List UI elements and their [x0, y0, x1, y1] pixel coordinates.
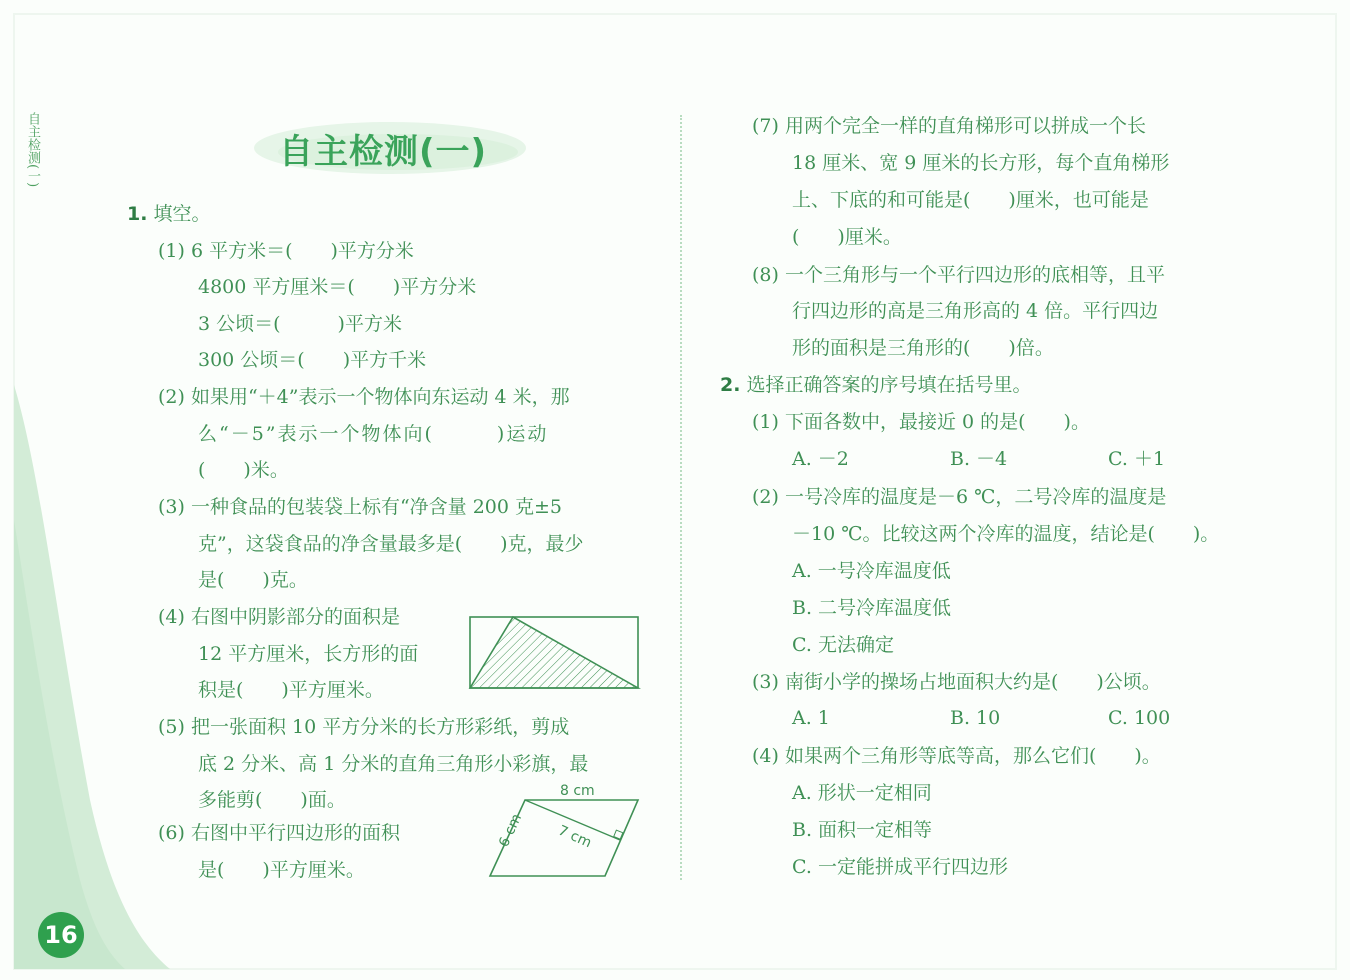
parallelogram-figure [480, 776, 648, 882]
q1-item-4-line-2: 12 平方厘米，长方形的面 [198, 643, 419, 665]
q1-item-1-line-3: 3 公顷＝( )平方米 [198, 313, 402, 335]
q1-item-7-line-4: ( )厘米。 [792, 226, 902, 248]
shaded-triangle-figure [468, 614, 642, 692]
q2-item-3-option-a: A. 1 [792, 707, 830, 729]
page-number-badge: 16 [38, 912, 84, 958]
side-section-label: 自主检测(一) [25, 112, 40, 188]
height-label: 7 cm [555, 822, 594, 852]
side-label: 6 cm [496, 811, 526, 850]
q1-item-5-line-3: 多能剪( )面。 [198, 789, 346, 811]
q2-item-1-option-a: A. －2 [792, 448, 849, 470]
q2-item-2-line-2: －10 ℃。比较这两个冷库的温度，结论是( )。 [792, 523, 1220, 545]
q2-item-4-option-b: B. 面积一定相等 [792, 819, 933, 841]
q2-item-2-option-a: A. 一号冷库温度低 [792, 560, 951, 582]
shaded-triangle [470, 617, 638, 688]
column-divider [680, 115, 684, 880]
question-text: 选择正确答案的序号填在括号里。 [746, 374, 1032, 396]
q1-item-3-line-2: 克”，这袋食品的净含量最多是( )克，最少 [198, 533, 584, 555]
q2-item-2-line-1: (2) 一号冷库的温度是－6 ℃，二号冷库的温度是 [752, 486, 1167, 508]
q1-item-2-line-1: (2) 如果用“＋4”表示一个物体向东运动 4 米，那 [158, 386, 570, 408]
q1-item-4-line-3: 积是( )平方厘米。 [198, 679, 384, 701]
q1-item-2-line-2: 么“－5”表示一个物体向( )运动 [198, 423, 549, 445]
q1-item-6-line-1: (6) 右图中平行四边形的面积 [158, 822, 400, 844]
q2-item-2-option-b: B. 二号冷库温度低 [792, 597, 952, 619]
q2-item-1: (1) 下面各数中，最接近 0 的是( )。 [752, 411, 1090, 433]
q2-item-2-option-c: C. 无法确定 [792, 634, 894, 656]
q1-item-3-line-1: (3) 一种食品的包装袋上标有“净含量 200 克±5 [158, 496, 563, 518]
question-2-heading [720, 372, 1032, 398]
q1-item-7-line-1: (7) 用两个完全一样的直角梯形可以拼成一个长 [752, 115, 1146, 137]
q2-item-3-option-b: B. 10 [950, 707, 1001, 729]
q1-item-1-line-2: 4800 平方厘米＝( )平方分米 [198, 276, 477, 298]
q1-item-5-line-1: (5) 把一张面积 10 平方分米的长方形彩纸，剪成 [158, 716, 570, 738]
q1-item-1-line-4: 300 公顷＝( )平方千米 [198, 349, 427, 371]
question-1-heading [127, 201, 211, 227]
q1-item-1-line-1: (1) 6 平方米＝( )平方分米 [158, 240, 414, 262]
q1-item-5-line-2: 底 2 分米、高 1 分米的直角三角形小彩旗，最 [198, 753, 589, 775]
q1-item-3-line-3: 是( )克。 [198, 569, 308, 591]
page-title: 自主检测(一) [278, 132, 488, 172]
title-banner [248, 118, 528, 176]
q1-item-2-line-3: ( )米。 [198, 459, 289, 481]
q1-item-8-line-3: 形的面积是三角形的( )倍。 [792, 337, 1054, 359]
q2-item-1-option-c: C. ＋1 [1108, 448, 1166, 470]
q2-item-4: (4) 如果两个三角形等底等高，那么它们( )。 [752, 745, 1161, 767]
q1-item-8-line-2: 行四边形的高是三角形高的 4 倍。平行四边 [792, 300, 1159, 322]
q1-item-7-line-2: 18 厘米、宽 9 厘米的长方形，每个直角梯形 [792, 152, 1170, 174]
question-number: 1. [127, 203, 148, 225]
q1-item-7-line-3: 上、下底的和可能是( )厘米，也可能是 [792, 189, 1149, 211]
q2-item-4-option-c: C. 一定能拼成平行四边形 [792, 856, 1008, 878]
q1-item-6-line-2: 是( )平方厘米。 [198, 859, 365, 881]
question-text: 填空。 [153, 203, 211, 225]
q2-item-3-option-c: C. 100 [1108, 707, 1171, 729]
q2-item-1-option-b: B. －4 [950, 448, 1008, 470]
q2-item-4-option-a: A. 形状一定相同 [792, 782, 932, 804]
q1-item-4-line-1: (4) 右图中阴影部分的面积是 [158, 606, 400, 628]
q2-item-3: (3) 南街小学的操场占地面积大约是( )公顷。 [752, 671, 1161, 693]
q1-item-8-line-1: (8) 一个三角形与一个平行四边形的底相等，且平 [752, 264, 1165, 286]
question-number: 2. [720, 374, 741, 396]
base-label: 8 cm [560, 783, 595, 799]
